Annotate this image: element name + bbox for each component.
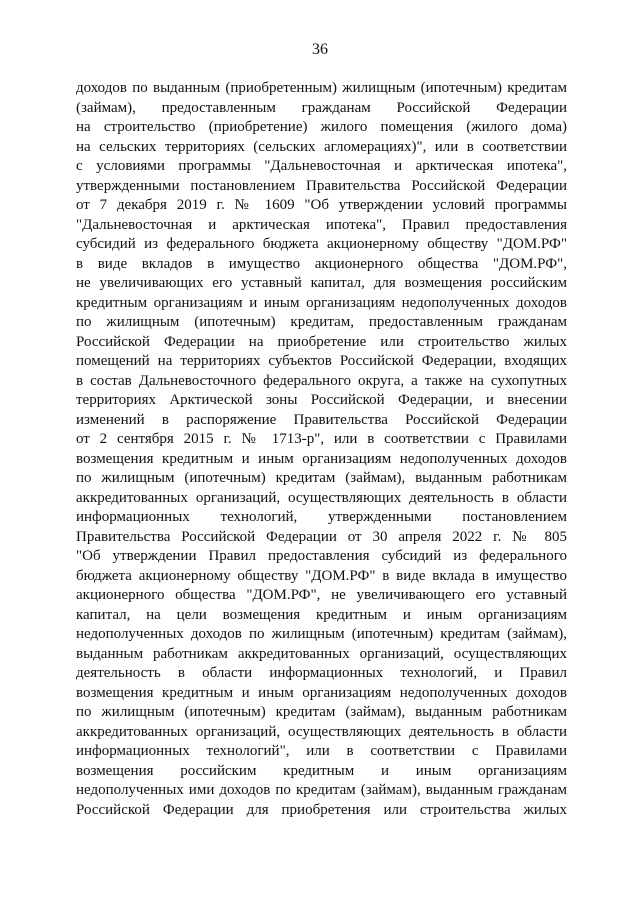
text-line: в состав Дальневосточного федерального округа, а также на сухопутных (76, 372, 567, 389)
text-line: информационных технологий, утвержденными постановлением (76, 509, 567, 525)
text-line: доходов по выданным (приобретенным) жилищным (ипотечным) кредитам (76, 80, 567, 96)
text-line: субсидий из федерального бюджета акционерному обществу "ДОМ.РФ" (76, 236, 567, 252)
text-line: территориях Арктической зоны Российской Федерации, и внесении (76, 392, 567, 408)
text-line: от 7 декабря 2019 г. № 1609 "Об утверждении условий программы (76, 197, 567, 213)
text-line: акционерного общества "ДОМ.РФ", не увеличивающего его уставный (76, 587, 567, 603)
text-line: помещений на территориях субъектов Российской Федерации, входящих (76, 353, 567, 369)
text-line: (займам), предоставленным гражданам Российской Федерации (76, 99, 567, 116)
text-line: недополученных доходов по жилищным (ипотечным) кредитам (займам), (76, 626, 567, 642)
text-line: деятельность в области информационных технологий, и Правил (76, 665, 567, 681)
text-line: не увеличивающих его уставный капитал, для возмещения российским (76, 275, 567, 291)
text-line: кредитным организациям и иным организациям недополученных доходов (76, 294, 567, 311)
text-line: в виде вкладов в имущество акционерного общества "ДОМ.РФ", (76, 255, 567, 272)
text-line: изменений в распоряжение Правительства Российской Федерации (76, 411, 567, 428)
text-line: с условиями программы "Дальневосточная и арктическая ипотека", (76, 158, 567, 174)
text-line: бюджета акционерному обществу "ДОМ.РФ" в виде вклада в имущество (76, 567, 567, 584)
text-line: на строительство (приобретение) жилого помещения (жилого дома) (76, 119, 567, 135)
text-line: капитал, на цели возмещения кредитным и иным организациям (76, 606, 567, 623)
page-number: 36 (312, 41, 328, 58)
text-line: Российской Федерации для приобретения или строительства жилых (76, 801, 567, 818)
text-line: по жилищным (ипотечным) кредитам (займам), выданным работникам (76, 470, 567, 486)
text-line: от 2 сентября 2015 г. № 1713-р", или в соответствии с Правилами (76, 431, 567, 447)
text-line: возмещения кредитным и иным организациям недополученных доходов (76, 684, 567, 701)
document-body-text (76, 79, 567, 820)
text-line: информационных технологий", или в соответствии с Правилами (76, 743, 567, 759)
text-line: утвержденными постановлением Правительства Российской Федерации (76, 177, 567, 194)
text-line: по жилищным (ипотечным) кредитам (займам), выданным работникам (76, 704, 567, 720)
text-line: возмещения кредитным и иным организациям недополученных доходов (76, 450, 567, 467)
text-line: "Об утверждении Правил предоставления субсидий из федерального (76, 548, 567, 564)
text-line: "Дальневосточная и арктическая ипотека", Правил предоставления (76, 216, 567, 233)
text-line: Российской Федерации на приобретение или строительство жилых (76, 333, 567, 350)
text-line: аккредитованных организаций, осуществляющих деятельность в области (76, 723, 567, 740)
text-line: аккредитованных организаций, осуществляющих деятельность в области (76, 489, 567, 506)
text-line: на сельских территориях (сельских агломерациях)", или в соответствии (76, 138, 567, 155)
text-line: Правительства Российской Федерации от 30 апреля 2022 г. № 805 (76, 528, 567, 545)
text-line: недополученных ими доходов по кредитам (займам), выданным гражданам (76, 782, 567, 798)
text-line: по жилищным (ипотечным) кредитам, предоставленным гражданам (76, 314, 567, 330)
text-line: выданным работникам аккредитованных организаций, осуществляющих (76, 645, 567, 662)
text-line: возмещения российским кредитным и иным организациям (76, 762, 567, 779)
